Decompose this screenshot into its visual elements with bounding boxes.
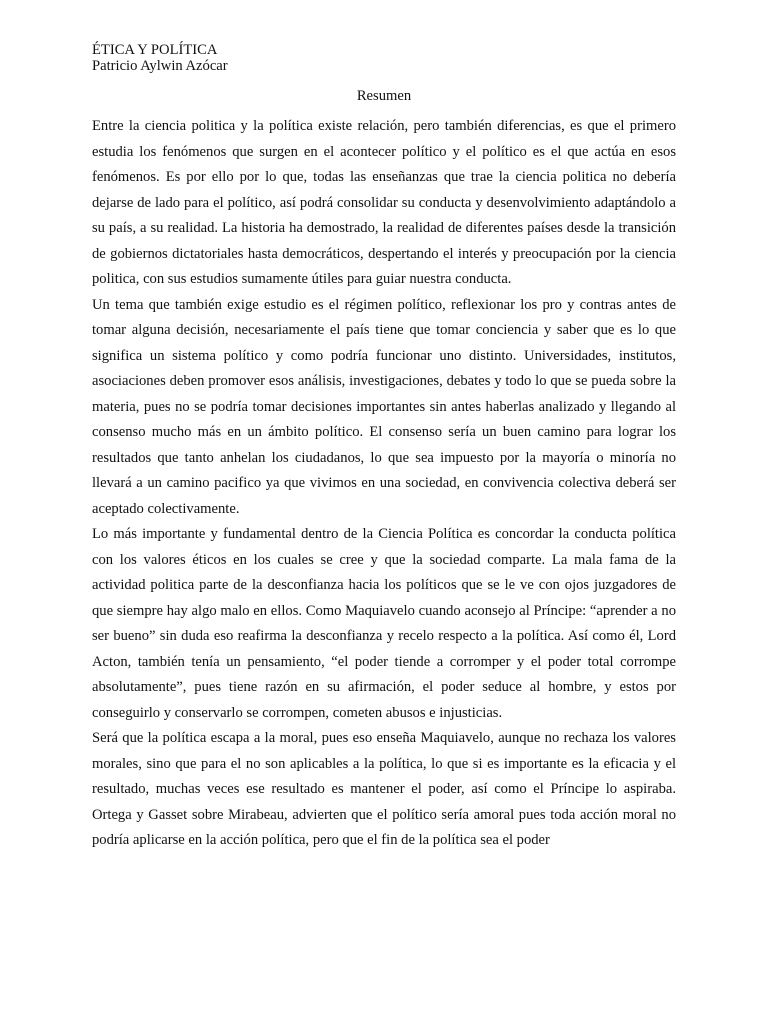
paragraph: Entre la ciencia politica y la política existe relación, pero también diferencias, es que el primero estudia los fenómenos que surgen en el acontecer político y el político es el que actúa en esos fenómenos. Es por ello por lo que, todas las enseñanzas que trae la ciencia politica no debería dejarse de lado para el político, así podrá consolidar su conducta y desenvolvimiento adaptándolo a su país, a su realidad. La historia ha demostrado, la realidad de diferentes países desde la transición de gobiernos dictatoriales hasta democráticos, despertando el interés y preocupación por la ciencia politica, con sus estudios sumamente útiles para guiar nuestra conducta. (92, 118, 676, 287)
document-title: ÉTICA Y POLÍTICA (92, 42, 218, 58)
section-heading: Resumen (356, 88, 412, 104)
document-header (92, 42, 228, 74)
document-author: Patricio Aylwin Azócar (92, 58, 228, 74)
paragraph: Un tema que también exige estudio es el régimen político, reflexionar los pro y contras antes de tomar alguna decisión, necesariamente el país tiene que tomar conciencia y saber que es lo que significa un sistema político y como podría funcionar uno distinto. Universidades, institutos, asociaciones deben promover esos análisis, investigaciones, debates y todo lo que se pueda sobre la materia, pues no se podría tomar decisiones importantes sin antes haberlas analizado y llegando al consenso mucho más en un ámbito político. El consenso sería un buen camino para lograr los resultados que tanto anhelan los ciudadanos, lo que sea impuesto por la mayoría o minoría no llevará a un camino pacifico ya que vivimos en una sociedad, en convivencia colectiva deberá ser aceptado colectivamente. (92, 296, 676, 517)
body-text (92, 114, 676, 854)
paragraph: Será que la política escapa a la moral, pues eso enseña Maquiavelo, aunque no rechaza los valores morales, sino que para el no son aplicables a la política, lo que si es importante es la eficacia y el resultado, muchas veces ese resultado es mantener el poder, así como el Príncipe lo aspiraba. Ortega y Gasset sobre Mirabeau, advierten que el político sería amoral pues toda acción moral no podría aplicarse en la acción política, pero que el fin de la política sea el poder (92, 730, 676, 848)
paragraph: Lo más importante y fundamental dentro de la Ciencia Política es concordar la conducta política con los valores éticos en los cuales se cree y que la sociedad comparte. La mala fama de la actividad politica parte de la desconfianza hacia los políticos que se le ve con ojos juzgadores de que siempre hay algo malo en ellos. Como Maquiavelo cuando aconsejo al Príncipe: “aprender a no ser bueno” sin duda eso reafirma la desconfianza y recelo respecto a la política. Así como él, Lord Acton, también tenía un pensamiento, “el poder tiende a corromper y el poder total corrompe absolutamente”, pues tiene razón en su afirmación, el poder seduce al hombre, y estos por conseguirlo y conservarlo se corrompen, cometen abusos e injusticias. (92, 526, 676, 721)
